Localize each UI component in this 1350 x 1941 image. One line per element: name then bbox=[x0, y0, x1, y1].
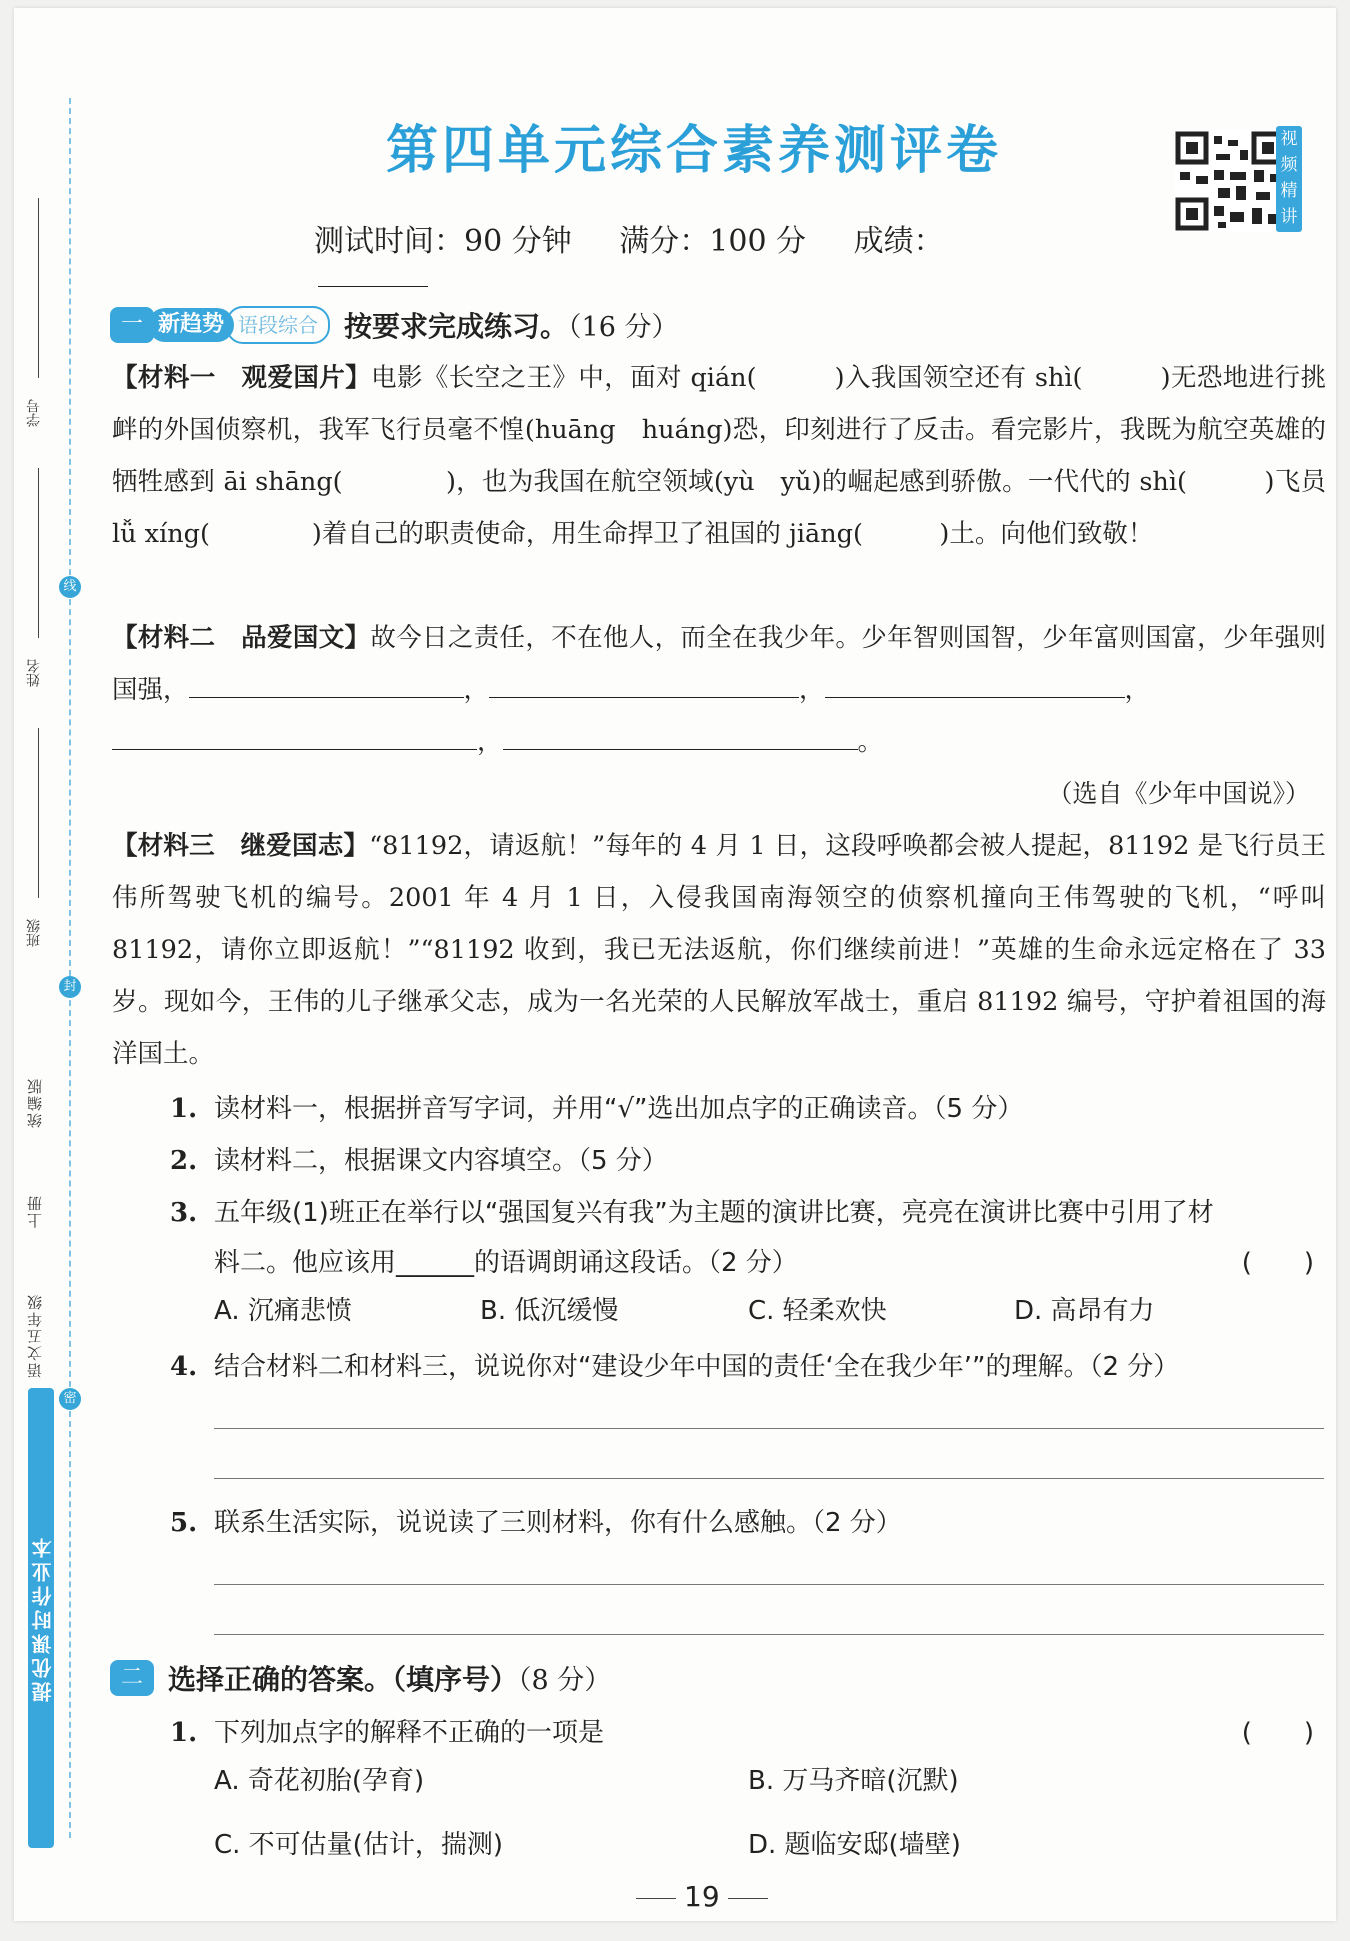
answer-paren[interactable]: ( ) bbox=[1241, 1248, 1314, 1278]
section1-instruction bbox=[344, 305, 678, 345]
page-number bbox=[636, 1880, 768, 1913]
material3-label: 【材料三 继爱国志】 bbox=[112, 831, 370, 861]
option-b[interactable]: B. 万马齐暗(沉默) bbox=[748, 1766, 959, 1796]
score-label: 成绩： bbox=[853, 224, 944, 259]
margin-volume: 上册 bbox=[26, 1194, 44, 1228]
question-number: 4. bbox=[170, 1352, 198, 1382]
section1-instruction-text: 按要求完成练习。 bbox=[344, 310, 569, 343]
qr-video-label[interactable]: 视频精讲 bbox=[1276, 126, 1302, 232]
material1-text: 电影《长空之王》中，面对 qián( )入我国领空还有 shì( )无恐地进行挑衅的外国侦察机，我军飞行员毫不惶(huāng huáng)恐，印刻进行了反击。看完影片，我既为航空英雄的牺牲感到 āi shāng( )，也为我国在航空领域(yù yǔ)的崛起感到骄傲。一代代的 shì( )飞员 lǚ xíng( )着自己的职责使命，用生命捍卫了祖国的 jiāng( )土。向他们致敬！ bbox=[112, 363, 1326, 549]
option-a[interactable]: A. 奇花初胎(孕育) bbox=[214, 1766, 425, 1796]
full-score: 满分：100 分 bbox=[619, 224, 807, 259]
question-3 bbox=[170, 1188, 1324, 1288]
question-2 bbox=[170, 1136, 1324, 1186]
qr-code-icon[interactable] bbox=[1174, 130, 1286, 232]
option-d[interactable]: D. 题临安邸(墙壁) bbox=[748, 1830, 961, 1860]
question-text: 联系生活实际，说说读了三则材料，你有什么感触。（2 分） bbox=[214, 1508, 902, 1538]
question-text: 结合材料二和材料三，说说你对“建设少年中国的责任‘全在我少年’”的理解。（2 分） bbox=[214, 1352, 1180, 1382]
question-number: 1. bbox=[170, 1094, 198, 1124]
margin-label-student-no: 学号 bbox=[26, 399, 42, 427]
question-text: 五年级(1)班正在举行以“强国复兴有我”为主题的演讲比赛，亮亮在演讲比赛中引用了材料二。他应该用______的语调朗诵这段话。（2 分） bbox=[214, 1198, 1214, 1278]
material2-source: （选自《少年中国说》） bbox=[1047, 779, 1310, 808]
answer-line[interactable] bbox=[214, 1584, 1324, 1585]
material1 bbox=[112, 352, 1326, 560]
page-number-text: 19 bbox=[684, 1880, 720, 1913]
trend-badge: 新趋势 bbox=[148, 308, 234, 342]
question-number: 5. bbox=[170, 1508, 198, 1538]
section2-heading bbox=[110, 1658, 611, 1698]
section2-instruction bbox=[168, 1658, 611, 1698]
material2-label: 【材料二 品爱国文】 bbox=[112, 623, 371, 653]
test-meta bbox=[314, 216, 1114, 295]
material3-text: “81192，请返航！”每年的 4 月 1 日，这段呼唤都会被人提起，81192 是飞行员王伟所驾驶飞机的编号。2001 年 4 月 1 日，入侵我国南海领空的侦察机撞向王伟驾驶的飞机，“呼叫 81192，请你立即返航！”“81192 收到，我已无法返航，你们继续前进！”英雄的生命永远定格在了 33 岁。现如今，王伟的儿子继承父志，成为一名光荣的人民解放军战士，重启 81192 编号，守护着祖国的海洋国土。 bbox=[112, 831, 1326, 1069]
binding-dashed-line bbox=[69, 98, 71, 1838]
answer-paren[interactable]: ( ) bbox=[1241, 1718, 1314, 1748]
question-number: 3. bbox=[170, 1198, 198, 1228]
option-a[interactable]: A. 沉痛悲愤 bbox=[214, 1296, 352, 1326]
worksheet-page bbox=[14, 8, 1336, 1921]
material3 bbox=[112, 820, 1326, 1080]
fill-blank[interactable] bbox=[189, 675, 464, 698]
question-number: 2. bbox=[170, 1146, 198, 1176]
answer-line[interactable] bbox=[214, 1428, 1324, 1429]
option-c[interactable]: C. 轻柔欢快 bbox=[748, 1296, 887, 1326]
margin-grade: 语文五年级 bbox=[26, 1293, 44, 1378]
section2-question-1 bbox=[170, 1708, 1324, 1758]
question-1 bbox=[170, 1084, 1324, 1134]
fill-blank[interactable] bbox=[825, 675, 1125, 698]
section2-score: （8 分） bbox=[518, 1665, 612, 1696]
section1-heading bbox=[110, 304, 678, 346]
fill-blank[interactable] bbox=[503, 727, 858, 750]
series-name: 提优课时作业本 bbox=[31, 1534, 55, 1702]
page-number-rule bbox=[636, 1898, 676, 1899]
option-b[interactable]: B. 低沉缓慢 bbox=[480, 1296, 619, 1326]
fill-blank[interactable] bbox=[112, 727, 477, 750]
page-title: 第四单元综合素养测评卷 bbox=[385, 120, 1002, 181]
margin-rule bbox=[38, 728, 39, 898]
page-number-rule bbox=[728, 1898, 768, 1899]
section2-instruction-text: 选择正确的答案。（填序号） bbox=[168, 1663, 519, 1696]
question-text: 读材料一，根据拼音写字词，并用“√”选出加点字的正确读音。（5 分） bbox=[214, 1094, 1024, 1124]
test-time: 测试时间：90 分钟 bbox=[314, 224, 572, 259]
answer-line[interactable] bbox=[214, 1478, 1324, 1479]
margin-label-name: 姓名 bbox=[26, 659, 42, 687]
material2-text: 故今日之责任，不在他人，而全在我少年。少年智则国智，少年富则国富，少年强则国强， bbox=[112, 623, 1326, 705]
section1-score: （16 分） bbox=[568, 312, 679, 343]
option-c[interactable]: C. 不可估量(估计，揣测) bbox=[214, 1830, 503, 1860]
question-text: 下列加点字的解释不正确的一项是 bbox=[214, 1718, 605, 1748]
seal-char-secret: 密 bbox=[59, 1388, 81, 1410]
question-5 bbox=[170, 1498, 1324, 1548]
trend-sub-badge: 语段综合 bbox=[226, 306, 330, 344]
question-4 bbox=[170, 1342, 1324, 1392]
margin-label-class: 班级 bbox=[26, 919, 42, 947]
margin-rule bbox=[38, 468, 39, 638]
question-number: 1. bbox=[170, 1718, 198, 1748]
margin-rule bbox=[38, 198, 39, 378]
score-blank bbox=[318, 286, 428, 287]
section2-number-badge: 二 bbox=[110, 1660, 154, 1696]
option-d[interactable]: D. 高昂有力 bbox=[1014, 1296, 1155, 1326]
margin-edition: 统编版 bbox=[26, 1077, 44, 1128]
answer-line[interactable] bbox=[214, 1634, 1324, 1635]
seal-char-seal: 封 bbox=[59, 976, 81, 998]
section1-number-badge: 一 bbox=[110, 307, 154, 343]
fill-blank[interactable] bbox=[489, 675, 799, 698]
material2: 【材料二 品爱国文】故今日之责任，不在他人，而全在我少年。少年智则国智，少年富则国富，少年强则国强， ， ， ， ， 。 bbox=[112, 623, 1326, 757]
seal-char-line: 线 bbox=[59, 576, 81, 598]
material1-label: 【材料一 观爱国片】 bbox=[112, 363, 372, 393]
question-text: 读材料二，根据课文内容填空。（5 分） bbox=[214, 1146, 668, 1176]
